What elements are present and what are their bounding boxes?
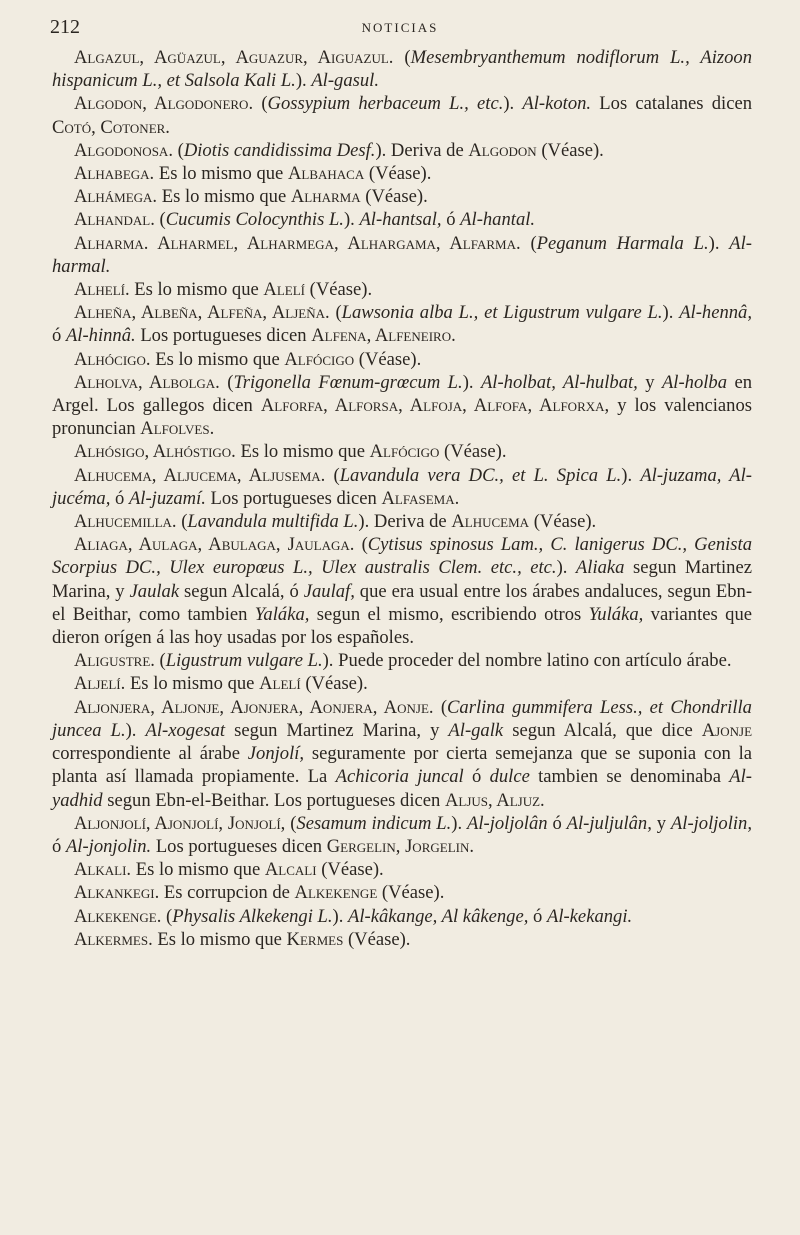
entry-text: Es lo mismo que: [125, 673, 260, 695]
headword: Alfolves.: [140, 418, 215, 440]
italic-term: Mesembryanthemum nodiflorum L., Aizoon hispanicum L., et Salsola Kali L.: [52, 47, 752, 92]
entry-text: Es lo mismo que: [152, 928, 287, 950]
italic-term: Aliaka: [575, 557, 625, 579]
headword: Alforfa, Alforsa, Alfoja, Alfofa, Alforxa,: [260, 395, 610, 417]
headword: Algodon, Algodonero.: [74, 93, 254, 115]
entry-text: (: [176, 511, 188, 533]
entry-text: (: [325, 464, 340, 486]
headword: Alharma: [290, 186, 361, 208]
italic-term: Peganum Harmala L.: [536, 232, 709, 254]
entry-text: (Véase).: [529, 511, 597, 533]
headword: Kermes: [286, 928, 344, 950]
italic-term: Al-kâkange, Al kâkenge,: [348, 905, 529, 927]
entry-text: Es lo mismo que: [131, 859, 265, 881]
entry-text: Los portugueses dicen: [205, 487, 382, 509]
headword: Alelí: [259, 673, 301, 695]
entry-text: Es lo mismo que: [157, 186, 291, 208]
dictionary-entry: [52, 696, 752, 812]
italic-term: Al-juzama, Al-jucéma,: [52, 464, 752, 509]
entry-text: (Véase).: [364, 163, 432, 185]
headword: Algazul, Agüazul, Aguazur, Aiguazul.: [74, 47, 394, 68]
headword: Alkali.: [74, 859, 132, 881]
dictionary-entry: [52, 533, 752, 649]
italic-term: Lawsonia alba L., et Ligustrum vulgare L.: [341, 302, 663, 324]
page-header: [50, 16, 750, 46]
entry-text: (: [520, 232, 537, 254]
entry-text: (: [219, 371, 234, 393]
italic-term: Al-hantsal,: [359, 209, 442, 231]
italic-term: Jaulaf,: [303, 580, 355, 602]
entry-text: ).: [462, 371, 481, 393]
headword: Alhucemilla.: [74, 511, 177, 533]
entry-text: ).: [295, 70, 312, 92]
entry-text: segun Alcalá, que dice: [503, 719, 702, 741]
entry-text: (: [285, 812, 297, 834]
italic-term: dulce: [489, 766, 530, 788]
entry-text: y: [637, 371, 662, 393]
headword: Alfena, Alfeneiro.: [311, 325, 456, 347]
dictionary-entry: [52, 510, 752, 533]
italic-term: Al-joljolin,: [670, 812, 753, 834]
entry-text: ).: [125, 719, 146, 741]
entry-text: seguramente por cierta semejanza que se suponia con la planta así llamada propiamente. La: [52, 743, 752, 788]
italic-term: Al-holba: [661, 371, 728, 393]
dictionary-entry: [52, 208, 752, 231]
italic-term: Al-hinnâ.: [65, 325, 136, 347]
italic-term: Al-holbat, Al-hulbat,: [480, 371, 638, 393]
entry-text: (: [433, 696, 448, 718]
headword: Ajonje: [701, 719, 753, 741]
italic-term: Al-hennâ,: [679, 302, 752, 324]
entry-text: (Véase).: [360, 186, 428, 208]
entry-text: Es lo mismo que: [235, 441, 370, 463]
italic-term: Al-jonjolin.: [65, 835, 152, 857]
italic-term: Al-hantal.: [460, 209, 536, 231]
headword: Aligustre.: [74, 650, 155, 672]
dictionary-entry: [52, 672, 752, 695]
entry-text: segun el mismo, escribiendo otros: [309, 603, 589, 625]
entry-text: ).: [662, 302, 680, 324]
italic-term: Al-juzamí.: [128, 487, 206, 509]
headword: Algodonosa.: [74, 139, 173, 161]
entry-text: (Véase).: [300, 673, 368, 695]
dictionary-entry: [52, 46, 752, 92]
headword: Alhósigo, Alhóstigo.: [74, 441, 236, 463]
italic-term: Al-galk: [448, 719, 504, 741]
entry-text: segun Martinez Marina, y: [225, 719, 449, 741]
headword: Albahaca: [287, 163, 365, 185]
entry-text: ó: [52, 325, 66, 347]
headword: Alkekenge.: [74, 905, 162, 927]
italic-term: Yaláka,: [254, 603, 310, 625]
italic-term: Al-gasul.: [311, 70, 379, 92]
italic-term: Al-joljolân: [467, 812, 548, 834]
dictionary-entry: [52, 185, 752, 208]
italic-term: Al-juljulân,: [566, 812, 652, 834]
headword: Alfócigo: [369, 441, 440, 463]
dictionary-entry: [52, 905, 752, 928]
entry-text: ).: [451, 812, 467, 834]
italic-term: Sesamum indicum L.: [296, 812, 452, 834]
dictionary-entry: [52, 858, 752, 881]
headword: Alhucema, Aljucema, Aljusema.: [74, 464, 326, 486]
entry-text: (: [154, 209, 166, 231]
headword: Aljus, Aljuz.: [444, 789, 545, 811]
italic-term: Physalis Alkekengi L.: [172, 905, 333, 927]
entry-text: segun Martinez Marina, y: [52, 557, 752, 602]
entry-text: ó: [463, 766, 490, 788]
headword: Alkermes.: [74, 928, 153, 950]
headword: Aljelí.: [74, 673, 126, 695]
entry-text: (: [161, 905, 173, 927]
italic-term: Jonjolí,: [247, 743, 305, 765]
entry-text: (: [329, 302, 342, 324]
dictionary-entry: [52, 812, 752, 858]
italic-term: Al-koton.: [522, 93, 592, 115]
entry-text: ó: [110, 487, 129, 509]
entry-text: (: [393, 47, 411, 68]
dictionary-entry: [52, 92, 752, 138]
entry-text: Es corrupcion de: [159, 882, 295, 904]
headword: Aljonjera, Aljonje, Ajonjera, Aonjera, Aonje.: [74, 696, 434, 718]
headword: Alkankegi.: [74, 882, 160, 904]
headword: Alkekenge: [294, 882, 378, 904]
headword: Gergelin, Jorgelin.: [326, 835, 475, 857]
entry-text: ó: [441, 209, 461, 231]
entry-text: Los portugueses dicen: [151, 835, 327, 857]
entry-text: segun Alcalá, ó: [179, 580, 304, 602]
headword: Alhámega.: [74, 186, 158, 208]
headword: Alfócigo: [284, 348, 355, 370]
entry-text: (: [354, 534, 368, 556]
headword: Alfasema.: [381, 487, 460, 509]
dictionary-entry: [52, 881, 752, 904]
headword: Alhucema: [451, 511, 530, 533]
entry-text: ó: [547, 812, 567, 834]
entry-text: Es lo mismo que: [129, 279, 264, 301]
entry-text: (Véase).: [354, 348, 422, 370]
headword: Alhócigo.: [74, 348, 151, 370]
dictionary-entry: [52, 278, 752, 301]
entry-text: ).: [332, 905, 349, 927]
entry-text: y los valencianos pronuncian: [52, 395, 752, 440]
entry-text: Es lo mismo que: [154, 163, 288, 185]
page-number: 212: [50, 16, 80, 38]
dictionary-entry: [52, 464, 752, 510]
italic-term: Carlina gummifera Less., et Chondrilla juncea L.: [52, 696, 752, 741]
italic-term: Al-harmal.: [52, 232, 752, 277]
dictionary-entry: [52, 649, 752, 672]
dictionary-entry: [52, 162, 752, 185]
entry-text: ). Deriva de: [358, 511, 452, 533]
italic-term: Cytisus spinosus Lam., C. lanigerus DC., Genista Scorpius DC., Ulex europœus L., Ulex australis Clem. etc., etc.: [52, 534, 752, 579]
headword: Alheña, Albeña, Alfeña, Aljeña.: [74, 302, 330, 324]
headword: Alhelí.: [74, 279, 130, 301]
italic-term: Cucumis Colocynthis L.: [165, 209, 344, 231]
italic-term: Jaulak: [129, 580, 180, 602]
entry-text: en Argel. Los gallegos dicen: [52, 371, 753, 417]
entry-text: ó: [528, 905, 547, 927]
entry-text: (Véase).: [439, 441, 507, 463]
entry-text: Es lo mismo que: [150, 348, 285, 370]
entry-text: Los portugueses dicen: [135, 325, 312, 347]
entry-text: correspondiente al árabe: [52, 743, 248, 765]
running-head: NOTICIAS: [361, 20, 439, 35]
entry-text: (: [253, 93, 268, 115]
entry-text: (Véase).: [536, 139, 604, 161]
italic-term: Gossypium herbaceum L., etc.: [267, 93, 504, 115]
dictionary-entry: [52, 139, 752, 162]
dictionary-entry: [52, 371, 752, 441]
italic-term: Lavandula multifida L.: [187, 511, 359, 533]
italic-term: Achicoria juncal: [335, 766, 464, 788]
entry-text: variantes que dieron orígen á las hoy usadas por los españoles.: [52, 603, 752, 649]
dictionary-entries: [52, 46, 752, 951]
entry-text: (Véase).: [377, 882, 445, 904]
italic-term: Al-yadhid: [52, 766, 752, 811]
headword: Alholva, Albolga.: [74, 371, 220, 393]
headword: Alcali: [264, 859, 317, 881]
italic-term: Ligustrum vulgare L.: [165, 650, 323, 672]
headword: Alhabega.: [74, 163, 155, 185]
headword: Algodon: [468, 139, 537, 161]
dictionary-entry: [52, 232, 752, 278]
italic-term: Yuláka,: [588, 603, 644, 625]
italic-term: Al-kekangi.: [546, 905, 633, 927]
entry-text: ó: [52, 835, 66, 857]
entry-text: que era usual entre los árabes andaluces, segun Ebn-el Beithar, como tambien: [52, 580, 753, 625]
entry-text: (Véase).: [343, 928, 411, 950]
italic-term: Al-xogesat: [145, 719, 226, 741]
entry-text: y: [651, 812, 671, 834]
entry-text: (: [172, 139, 184, 161]
headword: Alelí: [263, 279, 305, 301]
entry-text: (Véase).: [316, 859, 384, 881]
entry-text: ).: [556, 557, 576, 579]
entry-text: segun Ebn-el-Beithar. Los portugueses dicen: [102, 789, 445, 811]
italic-term: Trigonella Fœnum-grœcum L.: [233, 371, 463, 393]
dictionary-entry: [52, 348, 752, 371]
entry-text: tambien se denominaba: [529, 766, 730, 788]
entry-text: ).: [343, 209, 360, 231]
italic-term: Diotis candidissima Desf.: [183, 139, 376, 161]
headword: Alhandal.: [74, 209, 155, 231]
headword: Alharma. Alharmel, Alharmega, Alhargama, Alfarma.: [74, 232, 521, 254]
entry-text: (: [154, 650, 166, 672]
headword: Aliaga, Aulaga, Abulaga, Jaulaga.: [74, 534, 355, 556]
entry-text: ).: [503, 93, 523, 115]
entry-text: ). Deriva de: [375, 139, 469, 161]
italic-term: Lavandula vera DC., et L. Spica L.: [339, 464, 622, 486]
entry-text: Los catalanes dicen: [591, 93, 753, 115]
entry-text: ). Puede proceder del nombre latino con artículo árabe.: [322, 650, 732, 672]
dictionary-entry: [52, 301, 752, 347]
headword: Cotó, Cotoner.: [52, 116, 170, 138]
dictionary-entry: [52, 928, 752, 951]
dictionary-entry: [52, 440, 752, 463]
entry-text: (Véase).: [305, 279, 373, 301]
entry-text: ).: [621, 464, 641, 486]
headword: Aljonjolí, Ajonjolí, Jonjolí,: [74, 812, 286, 834]
entry-text: ).: [708, 232, 730, 254]
